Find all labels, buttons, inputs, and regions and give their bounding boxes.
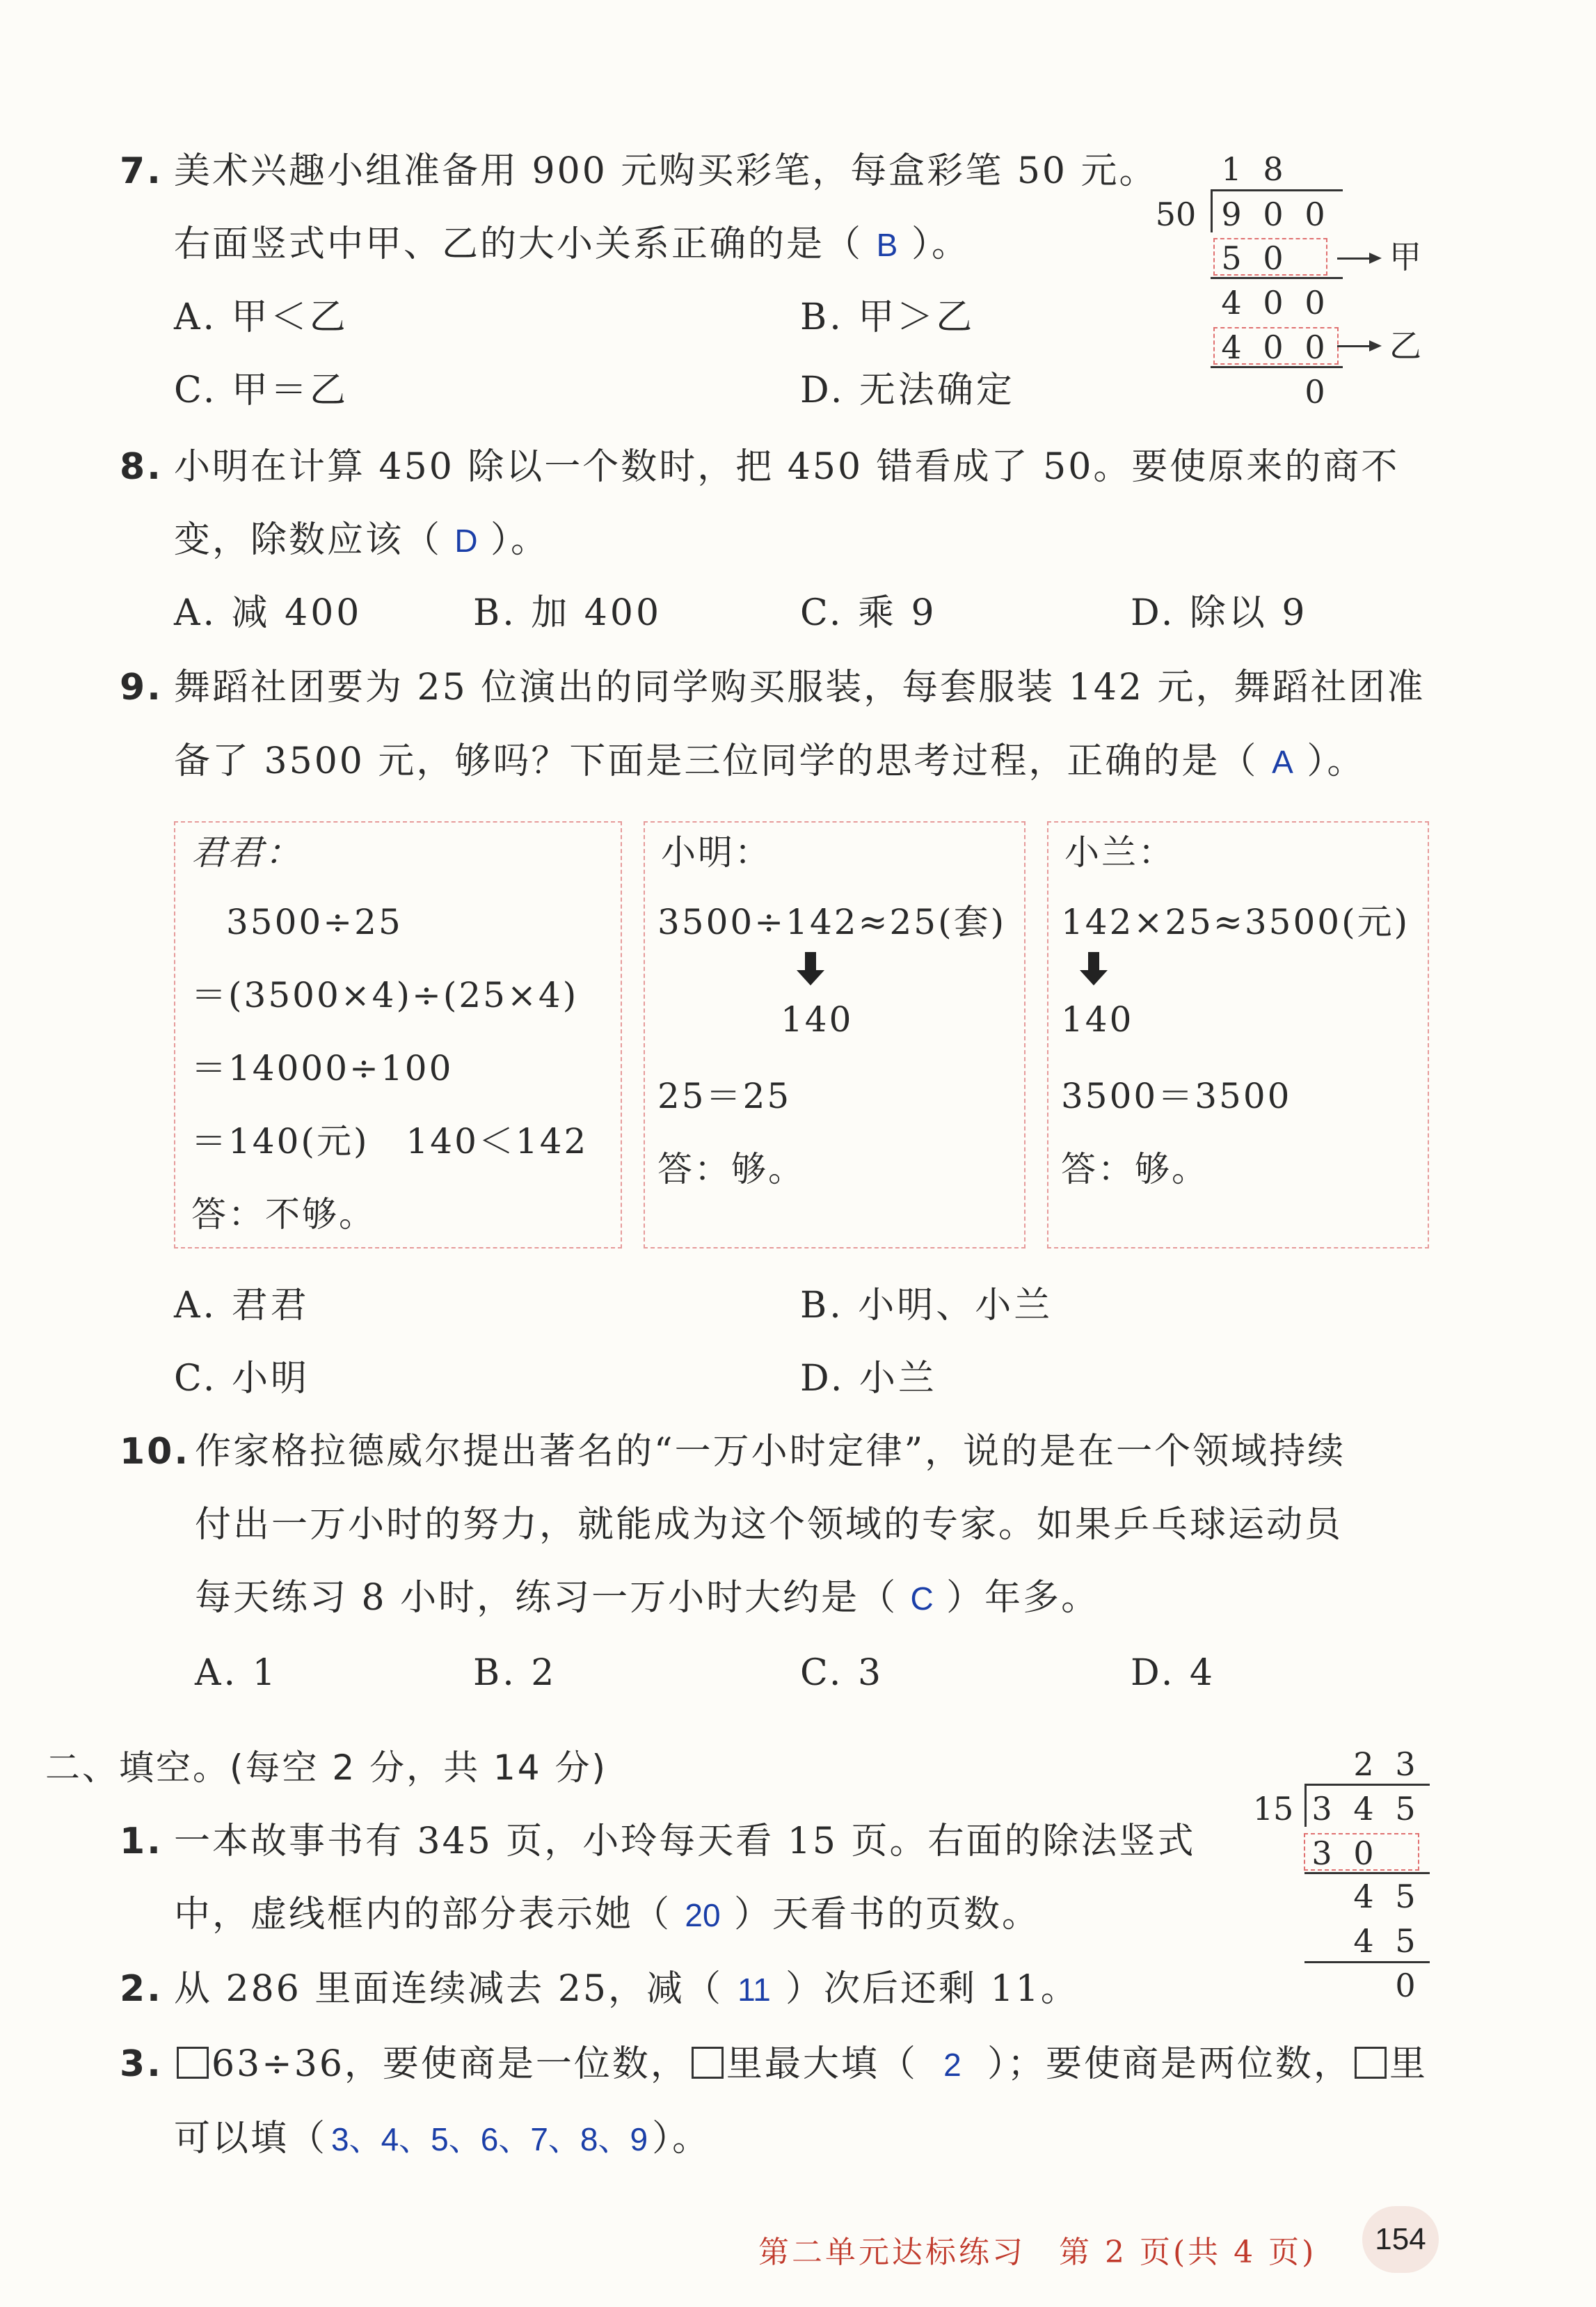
q7-remainder-digit: 0 bbox=[1304, 284, 1325, 322]
q7-label-yi: 乙 bbox=[1389, 327, 1421, 365]
f1-answer[interactable]: 20 bbox=[685, 1897, 721, 1933]
q9-xiaolan-line1: 142×25≈3500(元) bbox=[1061, 902, 1410, 942]
q9-option-a[interactable]: A. 君君 bbox=[174, 1285, 310, 1326]
q9-text-line1: 舞蹈社团要为 25 位演出的同学购买服装，每套服装 142 元，舞蹈社团准 bbox=[174, 667, 1426, 708]
q7-step1-digit: 0 bbox=[1263, 239, 1284, 277]
q10-option-b[interactable]: B. 2 bbox=[473, 1652, 557, 1694]
q9-text-line2 bbox=[174, 740, 1366, 782]
f1-text-post: ）天看书的页数。 bbox=[734, 1894, 1041, 1935]
f1-remainder-digit: 4 bbox=[1353, 1878, 1374, 1915]
f1-quotient-digit: 2 bbox=[1353, 1745, 1374, 1783]
q9-xiaoming-name: 小明： bbox=[661, 832, 772, 873]
q9-answer[interactable]: A bbox=[1272, 744, 1293, 780]
f1-dividend-digit: 4 bbox=[1353, 1790, 1374, 1828]
q10-answer[interactable]: C bbox=[910, 1580, 934, 1617]
q10-text-post: ）年多。 bbox=[946, 1577, 1100, 1619]
q8-text-pre: 变，除数应该（ bbox=[174, 519, 442, 561]
f1-text-line1: 一本故事书有 345 页，小玲每天看 15 页。右面的除法竖式 bbox=[174, 1821, 1196, 1862]
q8-option-d[interactable]: D. 除以 9 bbox=[1131, 592, 1308, 634]
q7-remainder-digit: 0 bbox=[1263, 284, 1284, 322]
q7-final: 0 bbox=[1304, 373, 1325, 411]
q9-text-pre: 备了 3500 元，够吗？下面是三位同学的思考过程，正确的是（ bbox=[174, 740, 1259, 782]
q10-text-line1: 作家格拉德威尔提出著名的“一万小时定律”，说的是在一个领域持续 bbox=[195, 1431, 1346, 1473]
q10-number: 10. bbox=[120, 1431, 191, 1473]
q7-number: 7. bbox=[120, 150, 163, 192]
f3-text-line2 bbox=[174, 2120, 710, 2157]
f2-answer[interactable]: 11 bbox=[737, 1972, 771, 2008]
f3-answer1[interactable]: 2 bbox=[943, 2047, 961, 2083]
section2-title: 二、填空。(每空 2 分，共 14 分) bbox=[45, 1747, 608, 1788]
f1-number: 1. bbox=[120, 1821, 163, 1862]
q7-dividend-digit: 0 bbox=[1304, 196, 1325, 233]
f1-text-line2 bbox=[174, 1896, 1040, 1933]
q7-remainder-digit: 4 bbox=[1221, 284, 1242, 322]
f1-dividend-digit: 3 bbox=[1311, 1790, 1332, 1828]
f3-text-c: ）；要使商是两位数， bbox=[987, 2043, 1352, 2085]
f3-text-d: 里 bbox=[1389, 2043, 1428, 2085]
q8-option-c[interactable]: C. 乘 9 bbox=[800, 592, 937, 634]
f1-step2-digit: 5 bbox=[1395, 1922, 1416, 1960]
q7-quotient-digit: 1 bbox=[1221, 150, 1242, 188]
q7-text-line1: 美术兴趣小组准备用 900 元购买彩笔，每盒彩笔 50 元。 bbox=[174, 150, 1158, 192]
q9-junjun-line3: ＝14000÷100 bbox=[191, 1048, 454, 1088]
q7-text-pre: 右面竖式中甲、乙的大小关系正确的是（ bbox=[174, 223, 863, 265]
q7-option-c[interactable]: C. 甲＝乙 bbox=[174, 370, 349, 411]
q9-junjun-line4: ＝140(元) 140＜142 bbox=[191, 1121, 589, 1162]
q9-junjun-line1: 3500÷25 bbox=[226, 902, 403, 942]
q10-text-pre: 每天练习 8 小时，练习一万小时大约是（ bbox=[195, 1577, 898, 1619]
q7-dividend-digit: 9 bbox=[1221, 196, 1242, 233]
q7-line2 bbox=[1211, 366, 1343, 368]
q9-option-d[interactable]: D. 小兰 bbox=[800, 1358, 937, 1400]
q9-option-b[interactable]: B. 小明、小兰 bbox=[800, 1285, 1053, 1326]
q8-answer[interactable]: D bbox=[454, 523, 478, 559]
f2-text-post: ）次后还剩 11。 bbox=[785, 1968, 1079, 2010]
q9-xiaolan-name: 小兰： bbox=[1064, 832, 1175, 873]
f1-step2-digit: 4 bbox=[1353, 1922, 1374, 1960]
footer-text: 第二单元达标练习 第 2 页(共 4 页) bbox=[758, 2235, 1317, 2270]
q9-xiaolan-line4: 答：够。 bbox=[1061, 1149, 1208, 1189]
q9-xiaoming-line1: 3500÷142≈25(套) bbox=[657, 902, 1007, 942]
f3-text-b: 里最大填（ bbox=[726, 2043, 918, 2085]
q9-xiaolan-line2: 140 bbox=[1061, 999, 1134, 1040]
f3-number: 3. bbox=[120, 2043, 163, 2085]
f1-line1 bbox=[1304, 1872, 1430, 1874]
q7-text-post: ）。 bbox=[911, 223, 971, 265]
q9-text-post: ）。 bbox=[1307, 740, 1366, 782]
f3-text-a: 63÷36，要使商是一位数， bbox=[212, 2043, 689, 2085]
q8-text-line2 bbox=[174, 519, 550, 561]
f3-text-pre2: 可以填（ bbox=[174, 2118, 328, 2159]
q9-junjun-line2: ＝(3500×4)÷(25×4) bbox=[191, 975, 579, 1015]
q9-xiaoming-line3: 25＝25 bbox=[657, 1076, 792, 1116]
q7-divisor: 50 bbox=[1155, 196, 1197, 233]
q9-xiaolan-line3: 3500＝3500 bbox=[1061, 1076, 1292, 1116]
q9-junjun-line5: 答：不够。 bbox=[191, 1194, 376, 1235]
q7-dividend-digit: 0 bbox=[1263, 196, 1284, 233]
f1-step1-digit: 0 bbox=[1353, 1834, 1374, 1872]
q7-step1-digit: 5 bbox=[1221, 239, 1242, 277]
q10-option-c[interactable]: C. 3 bbox=[800, 1652, 884, 1694]
q7-arrow-yi bbox=[1337, 345, 1379, 347]
q10-text-line2: 付出一万小时的努力，就能成为这个领域的专家。如果乒乓球运动员 bbox=[195, 1504, 1343, 1546]
q7-option-d[interactable]: D. 无法确定 bbox=[800, 370, 1015, 411]
q9-xiaoming-line2: 140 bbox=[781, 999, 854, 1040]
q10-text-line3 bbox=[195, 1577, 1100, 1619]
q9-number: 9. bbox=[120, 667, 163, 708]
q7-line1 bbox=[1211, 277, 1343, 279]
q7-step2-digit: 0 bbox=[1304, 328, 1325, 366]
f1-quotient-digit: 3 bbox=[1395, 1745, 1416, 1783]
f1-division-bar bbox=[1304, 1784, 1430, 1786]
q9-xiaoming-line4: 答：够。 bbox=[657, 1149, 805, 1189]
f1-remainder-digit: 5 bbox=[1395, 1878, 1416, 1915]
q8-number: 8. bbox=[120, 446, 163, 488]
q7-answer[interactable]: B bbox=[876, 227, 898, 263]
f3-text-line1 bbox=[174, 2043, 1428, 2085]
q9-xiaolan-down-arrow-icon bbox=[1080, 952, 1108, 994]
q7-text-line2 bbox=[174, 223, 971, 265]
q9-box-junjun bbox=[174, 821, 622, 1248]
q9-xiaoming-down-arrow-icon bbox=[797, 952, 824, 994]
q9-junjun-name: 君君： bbox=[191, 832, 302, 873]
q8-option-a[interactable]: A. 减 400 bbox=[174, 592, 362, 634]
f1-step1-digit: 3 bbox=[1311, 1834, 1332, 1872]
f1-text-pre: 中，虚线框内的部分表示她（ bbox=[174, 1894, 672, 1935]
q7-option-b[interactable]: B. 甲＞乙 bbox=[800, 296, 975, 338]
f2-text-pre: 从 286 里面连续减去 25，减（ bbox=[174, 1968, 724, 2010]
f1-dividend-digit: 5 bbox=[1395, 1790, 1416, 1828]
q7-step2-digit: 4 bbox=[1221, 328, 1242, 366]
q7-quotient-digit: 8 bbox=[1263, 150, 1284, 188]
f3-text-post2: ）。 bbox=[652, 2118, 711, 2159]
q10-option-a[interactable]: A. 1 bbox=[195, 1652, 278, 1694]
q7-label-jia: 甲 bbox=[1389, 238, 1421, 276]
f1-divisor: 15 bbox=[1252, 1790, 1294, 1828]
q8-text-post: ）。 bbox=[490, 519, 550, 561]
q8-option-b[interactable]: B. 加 400 bbox=[473, 592, 662, 634]
f2-number: 2. bbox=[120, 1968, 163, 2010]
f1-line2 bbox=[1304, 1961, 1430, 1963]
f3-blank-square-icon bbox=[1355, 2047, 1387, 2079]
f3-answer2[interactable]: 3、4、5、6、7、8、9 bbox=[331, 2121, 648, 2157]
q9-option-c[interactable]: C. 小明 bbox=[174, 1358, 310, 1400]
q7-arrow-jia bbox=[1337, 257, 1379, 260]
q7-option-a[interactable]: A. 甲＜乙 bbox=[174, 296, 349, 338]
f3-blank-square-icon bbox=[692, 2047, 724, 2079]
q7-step2-digit: 0 bbox=[1263, 328, 1284, 366]
q8-text-line1: 小明在计算 450 除以一个数时，把 450 错看成了 50。要使原来的商不 bbox=[174, 446, 1400, 488]
q10-option-d[interactable]: D. 4 bbox=[1131, 1652, 1215, 1694]
q7-division-bar bbox=[1211, 189, 1343, 191]
page-number: 154 bbox=[1362, 2206, 1439, 2273]
f1-final: 0 bbox=[1395, 1967, 1416, 2004]
f3-blank-square-icon bbox=[177, 2047, 209, 2079]
f2-text-line1 bbox=[174, 1968, 1079, 2010]
